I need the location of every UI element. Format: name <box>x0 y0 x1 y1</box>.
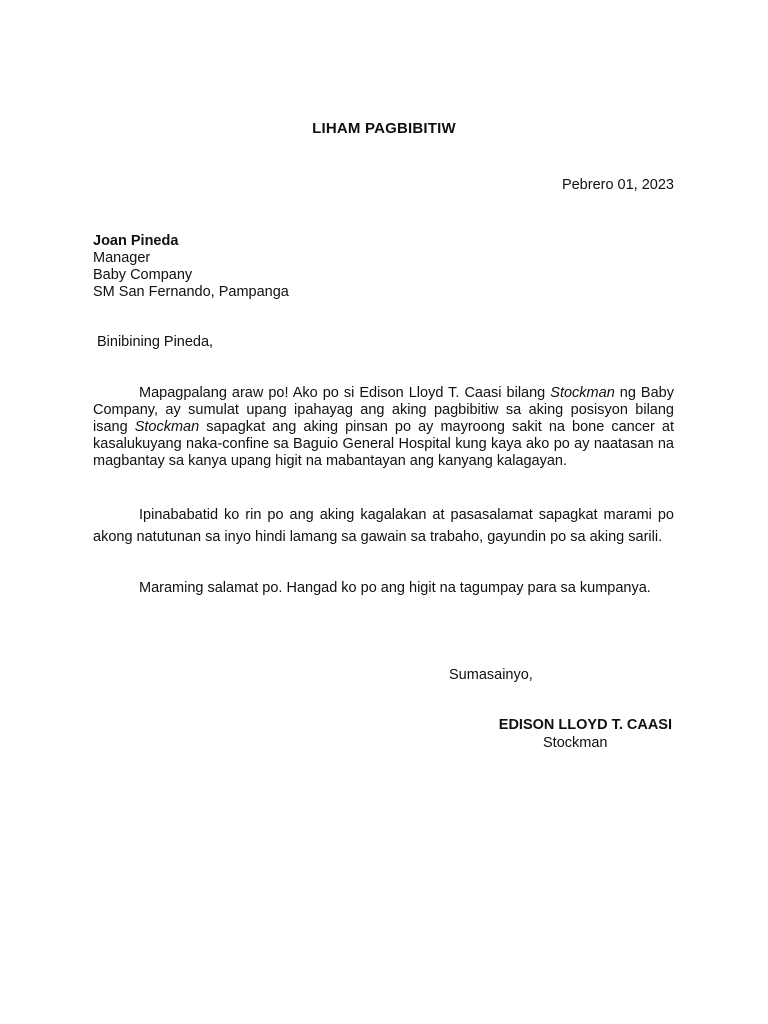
signature-name: EDISON LLOYD T. CAASI <box>498 717 672 733</box>
body-p1-text-c: sapagkat ang aking pinsan po ay mayroong sakit na bone cancer at kasalukuyang naka-confine sa Baguio General Hospital kung kaya ako po ay naatasan na magbantay sa kanya upang higit na mabantayan ang kanyang kalagayan. <box>93 419 674 469</box>
body-p1-emphasis-1: Stockman <box>550 385 615 401</box>
body-paragraph-1 <box>93 385 674 470</box>
letter-date: Pebrero 01, 2023 <box>561 177 674 193</box>
recipient-block <box>93 233 289 301</box>
letter-title: LIHAM PAGBIBITIW <box>312 120 456 137</box>
signature-position: Stockman <box>543 735 608 751</box>
recipient-company: Baby Company <box>93 267 193 283</box>
body-p1-emphasis-2: Stockman <box>134 419 200 435</box>
body-paragraph-2: Ipinababatid ko rin po ang aking kagalakan at pasasalamat sapagkat marami po akong natutunan sa inyo hindi lamang sa gawain sa trabaho, gayundin po sa aking sarili. <box>93 507 674 545</box>
body-p1-text-b: ng Baby Company, ay sumulat upang ipahayag ang aking pagbibitiw sa aking posisyon bilang isang <box>93 385 674 435</box>
recipient-name: Joan Pineda <box>93 233 179 249</box>
body-p1-text-a: Mapagpalang araw po! Ako po si Edison Lloyd T. Caasi bilang <box>139 385 551 401</box>
recipient-address: SM San Fernando, Pampanga <box>93 284 289 300</box>
salutation: Binibining Pineda, <box>97 334 214 350</box>
recipient-position: Manager <box>93 250 151 266</box>
body-paragraph-3: Maraming salamat po. Hangad ko po ang higit na tagumpay para sa kumpanya. <box>139 580 651 596</box>
closing: Sumasainyo, <box>449 667 533 683</box>
